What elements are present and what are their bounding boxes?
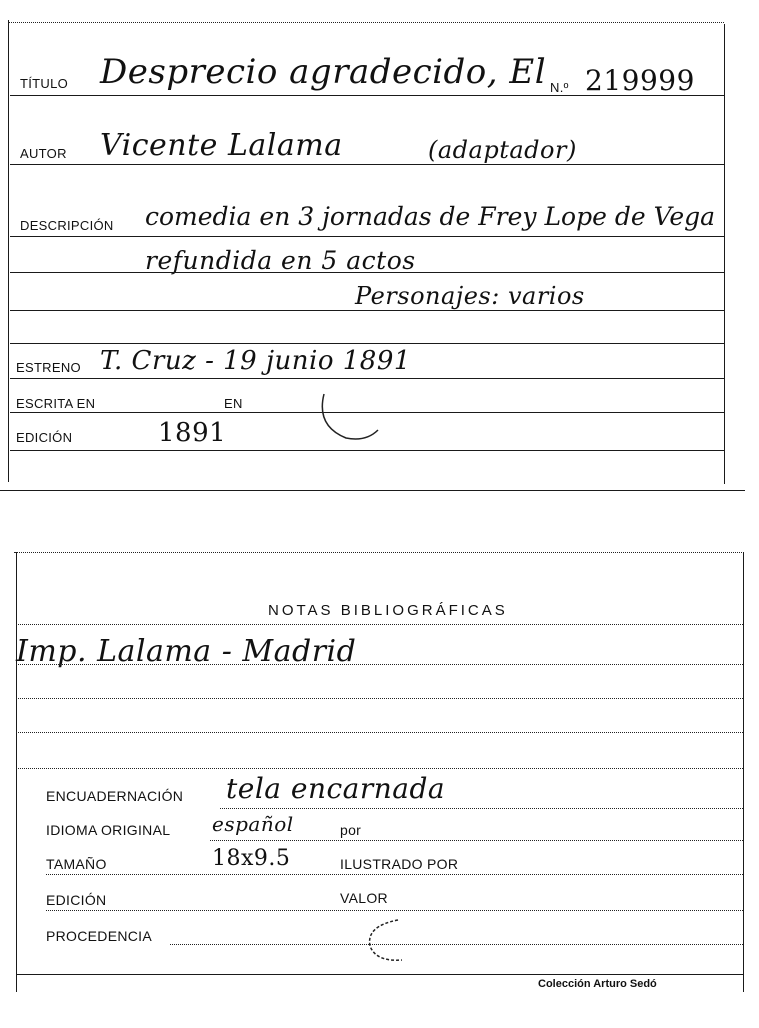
rule: [10, 378, 724, 379]
numero-value: 219999: [585, 64, 695, 97]
encuadernacion-value: tela encarnada: [226, 772, 446, 805]
card-top-edge: [14, 552, 744, 553]
edicion-value: 1891: [158, 418, 227, 448]
titulo-label: TÍTULO: [20, 76, 69, 91]
descripcion-line-3: Personajes: varios: [355, 282, 585, 310]
numero-label: N.º: [550, 80, 569, 95]
estreno-label: ESTRENO: [16, 360, 81, 375]
rule: [170, 944, 743, 945]
collection-footer: Colección Arturo Sedó: [538, 978, 657, 990]
autor-role: (adaptador): [428, 136, 577, 164]
idioma-label: IDIOMA ORIGINAL: [46, 822, 171, 838]
rule: [16, 624, 743, 625]
rule: [16, 732, 743, 733]
titulo-value: Desprecio agradecido, El: [100, 52, 547, 92]
ilustrado-label: ILUSTRADO POR: [340, 856, 459, 872]
card-right-edge: [724, 24, 725, 484]
rule: [210, 840, 743, 841]
rule: [46, 910, 743, 911]
rule: [10, 164, 724, 165]
escrita-label: ESCRITA EN: [16, 396, 96, 411]
card-top-edge: [8, 22, 724, 23]
nota-line-1: Imp. Lalama - Madrid: [16, 634, 357, 669]
tamano-value: 18x9.5: [212, 846, 291, 871]
stamp-mark: [362, 916, 422, 966]
rule: [10, 343, 724, 344]
rule: [10, 450, 724, 451]
rule: [10, 310, 724, 311]
rule: [46, 874, 743, 875]
stamp-mark: [316, 386, 386, 446]
autor-label: AUTOR: [20, 146, 67, 161]
edicion-label: EDICIÓN: [16, 430, 73, 445]
rule: [16, 664, 743, 665]
valor-label: VALOR: [340, 890, 388, 906]
catalog-card-back: [0, 540, 759, 1000]
rule: [10, 95, 724, 96]
rule: [220, 808, 743, 809]
rule: [16, 768, 743, 769]
rule: [10, 272, 724, 273]
descripcion-line-1: comedia en 3 jornadas de Frey Lope de Vega: [145, 202, 716, 231]
idioma-value: español: [212, 812, 294, 836]
catalog-card-front: [0, 0, 759, 495]
card-left-edge: [8, 20, 9, 482]
procedencia-label: PROCEDENCIA: [46, 928, 152, 944]
rule: [16, 698, 743, 699]
en-label: EN: [224, 396, 243, 411]
notas-heading: NOTAS BIBLIOGRÁFICAS: [268, 602, 508, 619]
encuadernacion-label: ENCUADERNACIÓN: [46, 788, 184, 804]
card-bottom-edge: [16, 974, 743, 975]
rule: [10, 236, 724, 237]
card-bottom-edge: [0, 490, 745, 491]
por-label: por: [340, 822, 362, 838]
edicion-label: EDICIÓN: [46, 892, 107, 908]
autor-value: Vicente Lalama: [100, 128, 343, 163]
estreno-value: T. Cruz - 19 junio 1891: [100, 346, 411, 376]
descripcion-label: DESCRIPCIÓN: [20, 218, 114, 233]
card-right-edge: [743, 552, 744, 992]
descripcion-line-2: refundida en 5 actos: [145, 246, 416, 275]
tamano-label: TAMAÑO: [46, 856, 107, 872]
card-left-edge: [16, 552, 17, 992]
